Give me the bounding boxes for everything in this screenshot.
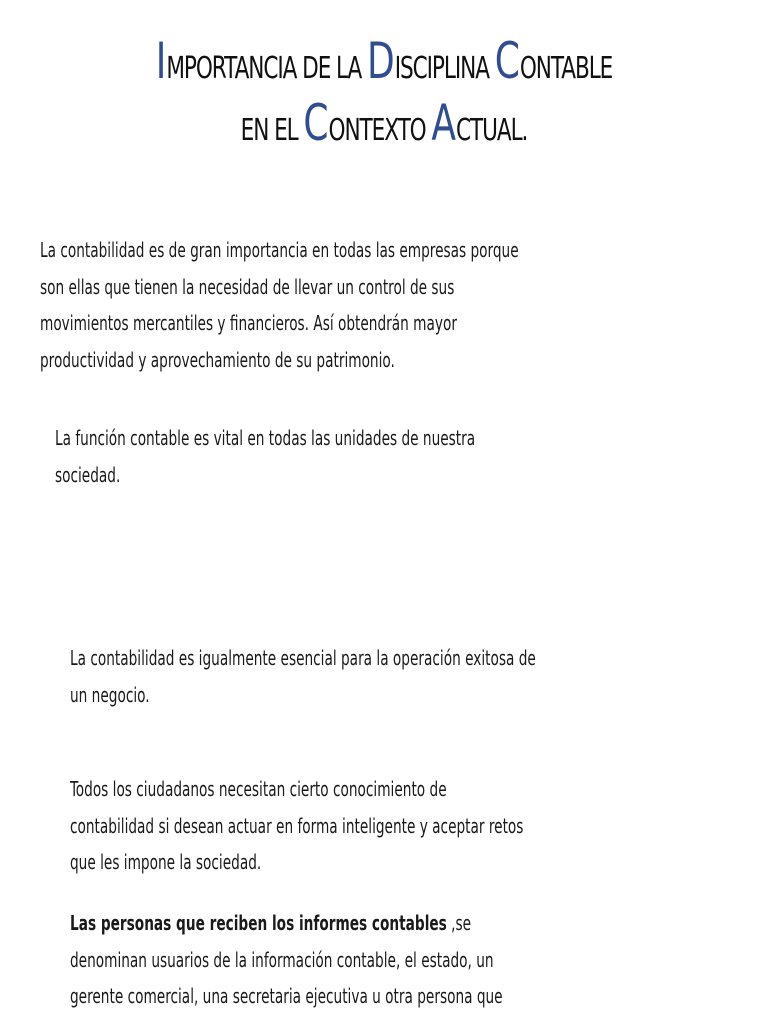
title-initial: D — [366, 32, 395, 90]
paragraph-importance — [40, 232, 519, 378]
paragraph-line: son ellas que tienen la necesidad de llevar un control de sus — [40, 274, 455, 299]
paragraph-line: La contabilidad es igualmente esencial para la operación exitosa de — [70, 646, 536, 670]
title-word: ISCIPLINA — [394, 51, 495, 86]
paragraph-line: que les impone la sociedad. — [70, 850, 262, 874]
title-word: EN EL — [240, 113, 304, 148]
title-word: MPORTANCIA DE LA — [166, 51, 367, 86]
title-word: ONTABLE — [519, 51, 613, 86]
title-word: ONTEXTO — [328, 113, 432, 148]
paragraph-line: denominan usuarios de la información contable, el estado, un — [70, 947, 494, 972]
paragraph-line: movimientos mercantiles y financieros. Así obtendrán mayor — [40, 311, 457, 335]
title-line-2 — [108, 92, 661, 154]
title-initial: A — [431, 94, 457, 152]
paragraph-line: contabilidad si desean actuar en forma inteligente y aceptar retos — [70, 813, 524, 838]
page-title — [0, 30, 768, 154]
paragraph-function — [55, 420, 475, 493]
paragraph-line: La función contable es vital en todas las unidades de nuestra — [55, 426, 476, 450]
title-initial: C — [494, 32, 520, 90]
paragraph-citizens — [70, 771, 523, 881]
paragraph-line: productividad y aprovechamiento de su patrimonio. — [40, 347, 395, 372]
paragraph-line: un negocio. — [70, 682, 150, 707]
title-line-1 — [108, 30, 661, 92]
paragraph-line: gerente comercial, una secretaria ejecutiva u otra persona que — [70, 984, 503, 1008]
paragraph-line — [70, 905, 503, 942]
title-initial: I — [155, 32, 167, 90]
title-initial: C — [303, 94, 329, 152]
paragraph-line: La contabilidad es de gran importancia en todas las empresas porque — [40, 238, 519, 262]
paragraph-line: sociedad. — [55, 462, 121, 487]
bold-lead: Las personas que reciben los informes contables — [70, 911, 447, 935]
paragraph-line: Todos los ciudadanos necesitan cierto conocimiento de — [70, 777, 447, 801]
lead-rest: ,se — [446, 911, 472, 935]
paragraph-business — [70, 640, 536, 713]
title-word: CTUAL. — [456, 113, 528, 148]
paragraph-users — [70, 905, 503, 1015]
